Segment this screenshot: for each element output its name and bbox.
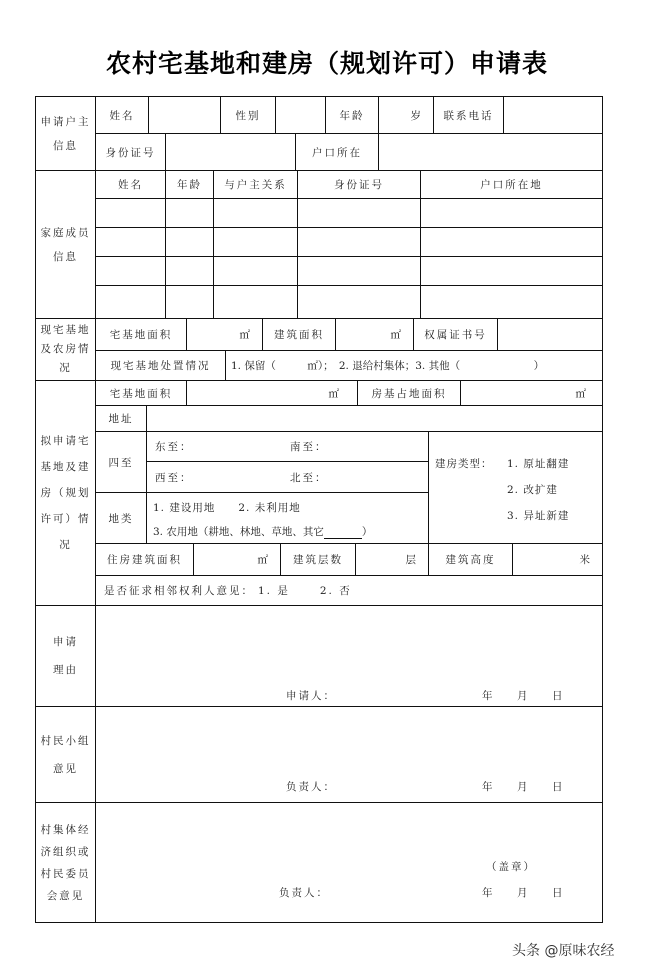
- committee-signer: 负责人：: [279, 887, 329, 899]
- committee-section-label: 村集体经济组织或村民委员会意见: [35, 802, 96, 923]
- family-cell[interactable]: [213, 285, 298, 319]
- family-header-hukou: 户口所在地: [420, 170, 603, 199]
- proposed-homestead-area-label: 宅基地面积: [95, 380, 187, 406]
- land-type-line-2-text: 3. 农用地（耕地、林地、草地、其它: [153, 526, 324, 538]
- building-area-label: 建筑面积: [262, 318, 336, 351]
- family-cell[interactable]: [165, 256, 214, 286]
- reason-field[interactable]: [95, 605, 603, 707]
- north-label: 北至：: [290, 471, 328, 484]
- boundary-row-east-south[interactable]: [146, 431, 429, 462]
- family-cell[interactable]: [95, 256, 166, 286]
- reason-section-label: 申请理由: [35, 605, 96, 707]
- reason-month: 月: [517, 690, 530, 702]
- committee-seal: （盖章）: [486, 861, 536, 873]
- family-cell[interactable]: [213, 227, 298, 257]
- build-type-label: 建房类型：: [435, 458, 493, 470]
- build-type-option-1: 1. 原址翻建: [507, 458, 570, 470]
- address-field[interactable]: [146, 405, 603, 432]
- name-field[interactable]: [148, 96, 221, 134]
- family-cell[interactable]: [297, 285, 421, 319]
- south-label: 南至：: [290, 441, 328, 453]
- gender-field[interactable]: [275, 96, 326, 134]
- disposal-options[interactable]: 1. 保留（ ㎡）； 2. 退给村集体；3. 其他（ ）: [225, 350, 603, 381]
- family-cell[interactable]: [165, 227, 214, 257]
- building-area-field[interactable]: ㎡: [335, 318, 414, 351]
- hukou-field[interactable]: [378, 133, 603, 171]
- neighbors-row[interactable]: [95, 575, 603, 606]
- age-field[interactable]: 岁: [378, 96, 434, 134]
- west-label: 西至：: [155, 471, 193, 484]
- land-type-line-1: 1. 建设用地 2. 未利用地: [153, 502, 301, 514]
- footprint-label: 房基占地面积: [357, 380, 461, 406]
- proposed-homestead-area-field[interactable]: ㎡: [186, 380, 358, 406]
- land-type-label: 地类: [95, 492, 147, 544]
- group-month: 月: [517, 781, 530, 793]
- family-header-id: 身份证号: [297, 170, 421, 199]
- family-cell[interactable]: [213, 198, 298, 228]
- family-cell[interactable]: [420, 285, 603, 319]
- id-label: 身份证号: [95, 133, 166, 171]
- age-label: 年龄: [325, 96, 379, 134]
- cert-field[interactable]: [497, 318, 603, 351]
- family-cell[interactable]: [420, 256, 603, 286]
- group-day: 日: [552, 781, 565, 793]
- committee-day: 日: [552, 887, 565, 899]
- east-label: 东至：: [155, 441, 193, 453]
- watermark: 头条 @原味农经: [512, 943, 615, 959]
- form-title: 农村宅基地和建房（规划许可）申请表: [105, 49, 548, 78]
- family-cell[interactable]: [297, 227, 421, 257]
- floors-label: 建筑层数: [280, 543, 356, 576]
- footprint-field[interactable]: ㎡: [460, 380, 603, 406]
- boundaries-label: 四至: [95, 431, 147, 493]
- build-type-cell[interactable]: [428, 431, 603, 544]
- land-type-close: ）: [361, 526, 373, 538]
- floor-area-label: 住房建筑面积: [95, 543, 194, 576]
- family-cell[interactable]: [297, 198, 421, 228]
- build-type-option-2: 2. 改扩建: [507, 484, 558, 496]
- land-type-options[interactable]: [146, 492, 429, 544]
- height-label: 建筑高度: [428, 543, 513, 576]
- committee-month: 月: [517, 887, 530, 899]
- family-header-relation: 与户主关系: [213, 170, 298, 199]
- family-cell[interactable]: [297, 256, 421, 286]
- family-cell[interactable]: [95, 227, 166, 257]
- neighbors-no[interactable]: 2. 否: [319, 585, 352, 597]
- boundary-row-west-north[interactable]: [146, 461, 429, 493]
- family-cell[interactable]: [165, 285, 214, 319]
- height-field[interactable]: 米: [512, 543, 603, 576]
- neighbors-yes[interactable]: 1. 是: [258, 585, 290, 597]
- gender-label: 性别: [220, 96, 276, 134]
- group-section-label: 村民小组意见: [35, 706, 96, 803]
- family-cell[interactable]: [95, 198, 166, 228]
- name-label: 姓名: [95, 96, 149, 134]
- committee-opinion-field[interactable]: [95, 802, 603, 923]
- family-cell[interactable]: [165, 198, 214, 228]
- address-label: 地址: [95, 405, 147, 432]
- phone-field[interactable]: [503, 96, 603, 134]
- family-cell[interactable]: [95, 285, 166, 319]
- id-field[interactable]: [165, 133, 296, 171]
- disposal-label: 现宅基地处置情况: [95, 350, 226, 381]
- other-blank[interactable]: [324, 528, 362, 539]
- hukou-label: 户口所在: [295, 133, 379, 171]
- family-cell[interactable]: [213, 256, 298, 286]
- family-section-label: 家庭成员信息: [35, 170, 96, 319]
- group-year: 年: [482, 781, 495, 793]
- reason-year: 年: [482, 690, 495, 702]
- land-type-line-2: [153, 524, 372, 539]
- phone-label: 联系电话: [433, 96, 504, 134]
- family-header-name: 姓名: [95, 170, 166, 199]
- family-header-age: 年龄: [165, 170, 214, 199]
- reason-day: 日: [552, 690, 565, 702]
- current-homestead-area-label: 宅基地面积: [95, 318, 187, 351]
- reason-signer: 申请人：: [286, 690, 336, 702]
- group-opinion-field[interactable]: [95, 706, 603, 803]
- floors-field[interactable]: 层: [355, 543, 429, 576]
- build-type-option-3: 3. 异址新建: [507, 510, 570, 522]
- current-section-label: 现宅基地及农房情况: [35, 318, 96, 381]
- committee-year: 年: [482, 887, 495, 899]
- cert-label: 权属证书号: [413, 318, 498, 351]
- family-cell[interactable]: [420, 227, 603, 257]
- floor-area-field[interactable]: ㎡: [193, 543, 281, 576]
- applicant-section-label: 申请户主信息: [35, 96, 96, 171]
- neighbors-label: 是否征求相邻权利人意见：: [104, 585, 254, 597]
- proposed-section-label: 拟申请宅基地及建房（规划许可）情况: [35, 380, 96, 606]
- family-cell[interactable]: [420, 198, 603, 228]
- current-homestead-area-field[interactable]: ㎡: [186, 318, 263, 351]
- group-signer: 负责人：: [286, 781, 336, 793]
